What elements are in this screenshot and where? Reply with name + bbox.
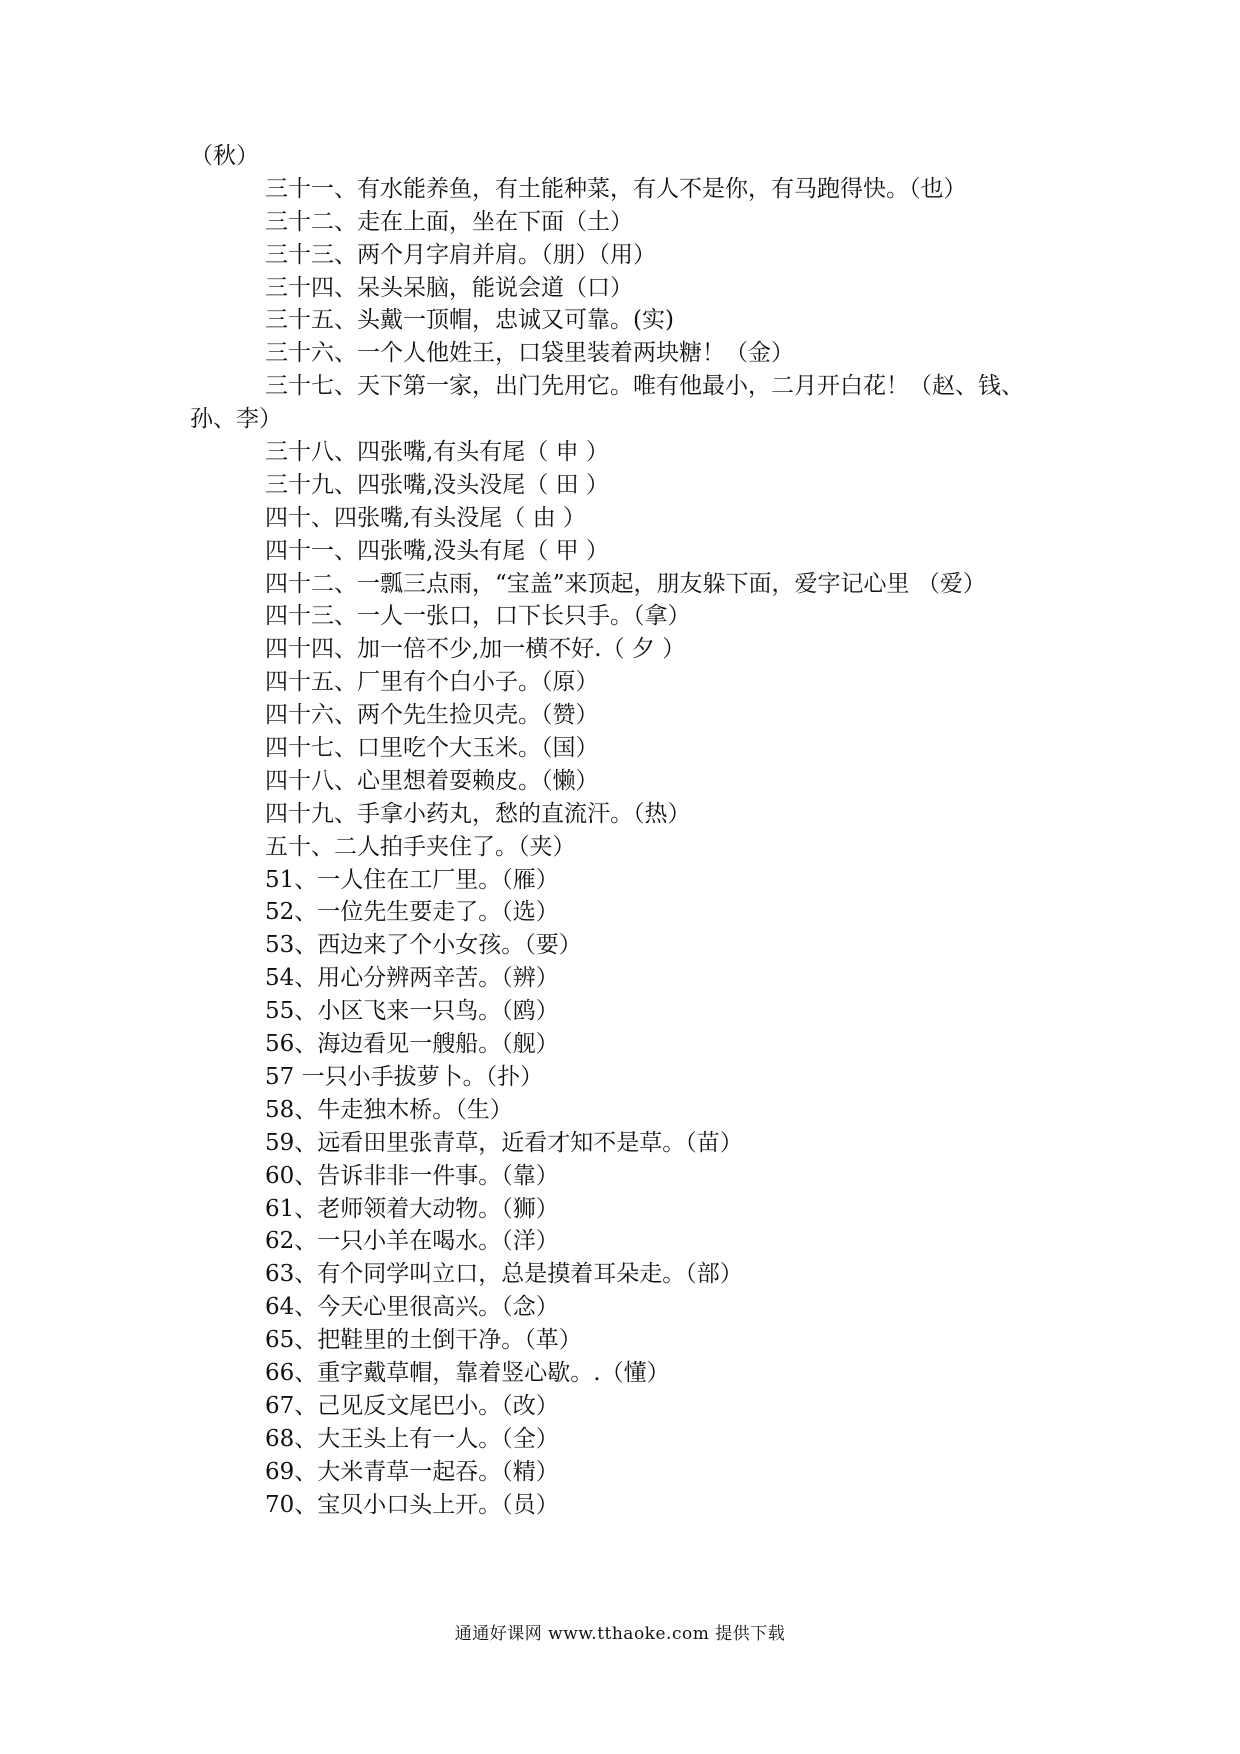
riddle-line: 四十二、一瓢三点雨，“宝盖”来顶起，朋友躲下面，爱字记心里 （爱）	[265, 570, 986, 597]
riddle-line: 55、小区飞来一只鸟。（鸥）	[265, 998, 559, 1025]
riddle-line: 64、今天心里很高兴。（念）	[265, 1294, 559, 1321]
riddle-line: 孙、李）	[190, 406, 282, 433]
riddle-line: 四十六、两个先生捡贝壳。（赞）	[265, 702, 599, 729]
riddle-line: 67、己见反文尾巴小。（改）	[265, 1392, 559, 1419]
riddle-line: 四十八、心里想着耍赖皮。（懒）	[265, 767, 599, 794]
page-footer: 通通好课网 www.tthaoke.com 提供下载	[454, 1624, 786, 1644]
riddle-list	[0, 140, 1240, 1521]
riddle-line: 三十六、一个人他姓王，口袋里装着两块糖！（金）	[265, 340, 794, 367]
riddle-line: （秋）	[190, 143, 259, 169]
riddle-line: 三十九、四张嘴,没头没尾（ 田 ）	[265, 471, 609, 498]
riddle-line: 三十七、天下第一家，出门先用它。唯有他最小，二月开白花！（赵、钱、	[265, 373, 1024, 400]
riddle-line: 五十、二人拍手夹住了。（夹）	[265, 833, 576, 860]
riddle-line: 54、用心分辨两辛苦。（辨）	[265, 965, 559, 992]
riddle-line: 三十一、有水能养鱼，有土能种菜，有人不是你，有马跑得快。（也）	[265, 175, 967, 202]
riddle-line: 59、远看田里张青草，近看才知不是草。（苗）	[265, 1129, 743, 1156]
riddle-line: 四十七、口里吃个大玉米。（国）	[265, 735, 599, 762]
riddle-line: 51、一人住在工厂里。（雁）	[265, 866, 559, 893]
riddle-line: 68、大王头上有一人。（全）	[265, 1425, 559, 1452]
riddle-line: 52、一位先生要走了。（选）	[265, 899, 559, 926]
riddle-line: 四十三、一人一张口，口下长只手。（拿）	[265, 603, 691, 630]
riddle-line: 四十五、厂里有个白小子。（原）	[265, 669, 599, 696]
riddle-line: 70、宝贝小口头上开。（员）	[265, 1491, 559, 1518]
riddle-line: 65、把鞋里的土倒干净。（革）	[265, 1327, 582, 1354]
riddle-line: 66、重字戴草帽，靠着竖心歇。.（懂）	[265, 1359, 670, 1386]
riddle-line: 三十二、走在上面，坐在下面（土）	[265, 208, 633, 235]
riddle-line: 三十三、两个月字肩并肩。（朋）（用）	[265, 241, 656, 268]
riddle-line: 四十九、手拿小药丸，愁的直流汗。（热）	[265, 800, 691, 827]
riddle-line: 69、大米青草一起吞。（精）	[265, 1458, 559, 1485]
riddle-line: 53、西边来了个小女孩。（要）	[265, 932, 582, 959]
riddle-line: 57 一只小手拔萝卜。（扑）	[265, 1063, 544, 1090]
riddle-line: 四十、四张嘴,有头没尾（ 由 ）	[265, 504, 586, 531]
riddle-line: 58、牛走独木桥。（生）	[265, 1096, 513, 1123]
riddle-line: 三十五、头戴一顶帽，忠诚又可靠。(实)	[265, 307, 674, 334]
riddle-line: 63、有个同学叫立口，总是摸着耳朵走。（部）	[265, 1261, 743, 1288]
riddle-line: 56、海边看见一艘船。（舰）	[265, 1031, 559, 1058]
riddle-line: 四十四、加一倍不少,加一横不好.（ 夕 ）	[265, 636, 686, 663]
riddle-line: 61、老师领着大动物。（狮）	[265, 1195, 559, 1222]
riddle-line: 60、告诉非非一件事。（靠）	[265, 1162, 559, 1189]
riddle-line: 62、一只小羊在喝水。（洋）	[265, 1228, 559, 1255]
riddle-line: 四十一、四张嘴,没头有尾（ 甲 ）	[265, 537, 609, 564]
riddle-line: 三十四、呆头呆脑，能说会道（口）	[265, 274, 633, 301]
riddle-line: 三十八、四张嘴,有头有尾（ 申 ）	[265, 439, 609, 466]
